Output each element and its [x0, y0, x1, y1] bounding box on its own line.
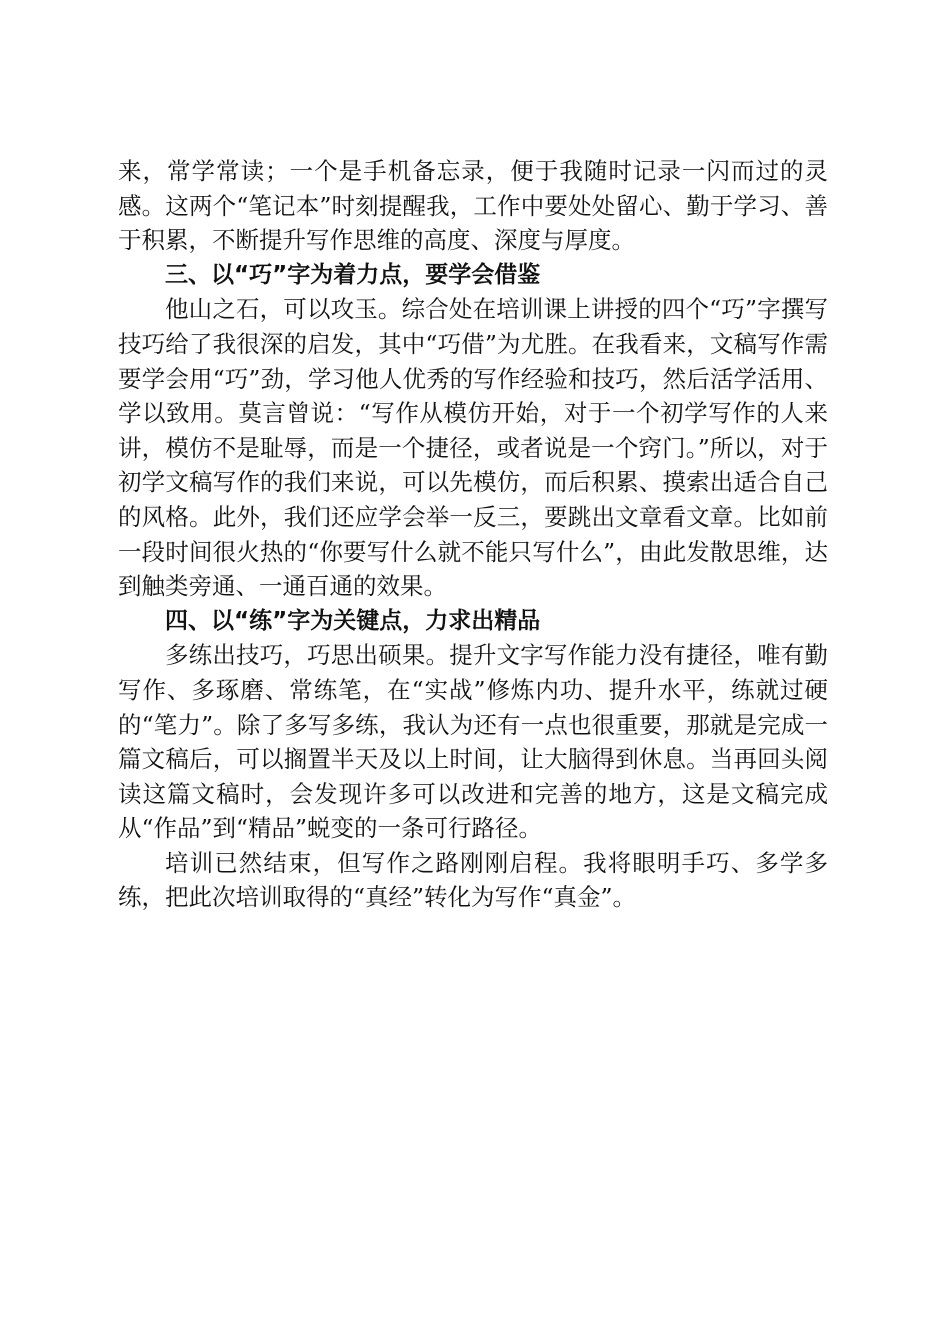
section-heading-4: 四、以“练”字为关键点，力求出精品	[165, 607, 541, 634]
paragraph-section-3: 他山之石，可以攻玉。综合处在培训课上讲授的四个“巧”字撰写技巧给了我很深的启发，其中“巧借”为尤胜。在我看来，文稿写作需要学会用“巧”劲，学习他人优秀的写作经验和技巧，然后活学活用、学以致用。莫言曾说：“写作从模仿开始，对于一个初学写作的人来讲，模仿不是耻辱，而是一个捷径，或者说是一个窍门。”所以，对于初学文稿写作的我们来说，可以先模仿，而后积累、摸索出适合自己的风格。此外，我们还应学会举一反三，要跳出文章看文章。比如前一段时间很火热的“你要写什么就不能只写什么”，由此发散思维，达到触类旁通、一通百通的效果。	[118, 295, 828, 601]
paragraph-section-4: 多练出技巧，巧思出硕果。提升文字写作能力没有捷径，唯有勤写作、多琢磨、常练笔，在“实战”修炼内功、提升水平，练就过硬的“笔力”。除了多写多练，我认为还有一点也很重要，那就是完成一篇文稿后，可以搁置半天及以上时间，让大脑得到休息。当再回头阅读这篇文稿时，会发现许多可以改进和完善的地方，这是文稿完成从“作品”到“精品”蜕变的一条可行路径。	[118, 641, 828, 843]
document-body	[118, 154, 828, 915]
paragraph-continuation: 来，常学常读；一个是手机备忘录，便于我随时记录一闪而过的灵感。这两个“笔记本”时刻提醒我，工作中要处处留心、勤于学习、善于积累，不断提升写作思维的高度、深度与厚度。	[118, 157, 828, 255]
paragraph-conclusion: 培训已然结束，但写作之路刚刚启程。我将眼明手巧、多学多练，把此次培训取得的“真经”转化为写作“真金”。	[118, 848, 828, 912]
section-heading-3: 三、以“巧”字为着力点，要学会借鉴	[165, 261, 541, 288]
